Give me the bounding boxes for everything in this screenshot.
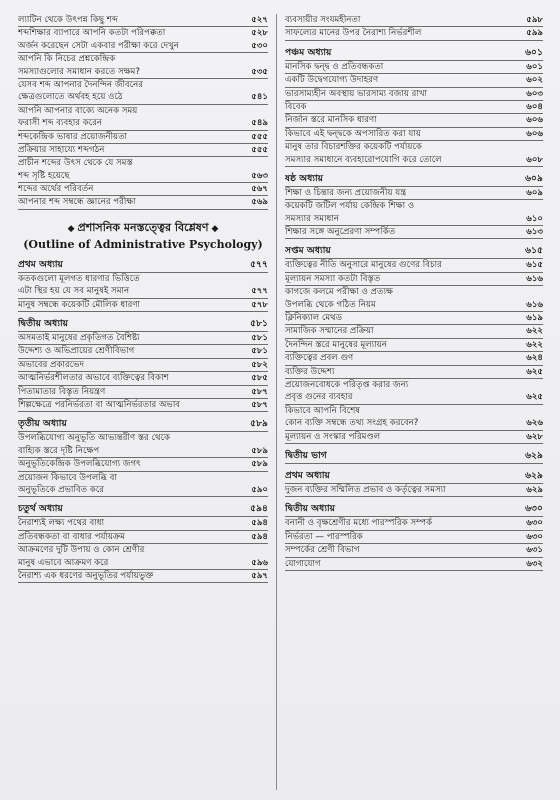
chapter-title: প্রথম অধ্যায় [18,258,63,270]
toc-entry [285,484,543,497]
page-number: ৫৯৭ [251,570,268,581]
entry-title: বাহ্যিক স্তরে দৃষ্টি নিক্ষেপ [18,445,100,456]
toc-entry [285,213,543,226]
page-number: ৫৫৫ [251,131,268,142]
toc-entry [18,40,268,53]
toc-entry [285,114,543,127]
entry-title: আপনি আপনার বাক্যে অনেক সময় [18,105,138,116]
page-number: ৬৩০ [525,503,543,515]
entry-title: ক্ষেত্রগুলোতে অর্থবহ হয়ে ওঠে [18,92,123,103]
toc-entry [285,325,543,338]
entry-title: অর্জন করেছেন সেটা একবার পরীক্ষা করে দেখুন [18,40,179,51]
entry-title: সামাজিক সম্মানের প্রক্রিয়া [285,326,374,337]
entry-title: উদ্দেশ্য ও অভিপ্রায়ের শ্রেণীবিভাগ [18,346,135,357]
toc-entry [18,432,268,444]
section-title [18,220,268,237]
toc-entry [18,273,268,285]
page-number: ৫৮২ [251,359,268,370]
page-number: ৬২২ [526,326,543,337]
toc-entry [18,544,268,556]
page-number: ৫৮৭ [251,399,268,410]
toc-entry [285,544,543,557]
page-number: ৬২৯ [526,484,543,495]
toc-entry [285,352,543,365]
entry-title: কোন ব্যক্তি সম্বন্ধে তথ্য সংগ্রহ করবেন? [285,418,419,429]
toc-entry [18,27,268,39]
page-number: ৬১৫ [525,245,543,257]
toc-entry [18,332,268,345]
toc-entry [285,27,543,40]
page-number: ৬২৪ [526,353,543,364]
page-number: ৫৯০ [251,484,268,495]
toc-entry [285,417,543,430]
page-number: ৬২৫ [526,392,543,403]
toc-entry [285,88,543,101]
entry-title: শিক্ষার সঙ্গে অনুপ্রেরণা সম্পর্কিত [285,227,396,238]
toc-entry [285,226,543,239]
chapter-heading [285,468,543,484]
entry-title: আপনি কি নিচের প্রশ্নকেন্দ্রিক [18,54,116,65]
entry-title: উপলব্ধি থেকে গঠিত নিয়ম [285,299,376,310]
entry-title: কিভাবে এই দ্বন্দ্বকে অপসারিত করা যায় [285,128,421,139]
page-number: ৫৬৭ [251,184,268,195]
page-number: ৬৩১ [526,545,543,556]
diamond-icon: ◆ [211,223,219,234]
page-number: ৬১৬ [526,273,543,284]
entry-title: মানুষ এভাবে আক্রমণ করে [18,557,109,568]
toc-entry [18,53,268,65]
page-number: ৬২৮ [526,431,543,442]
toc-entry [285,531,543,544]
toc-entry [285,339,543,352]
entry-title: বিবেক [285,101,307,112]
page-number: ৬১৯ [526,313,543,324]
toc-entry [18,299,268,312]
entry-title: প্রতিবন্ধকতা বা বাধার পর্যায়ক্রম [18,531,125,542]
right-top-entries [285,14,543,41]
page-number: ৬২৯ [525,449,543,461]
page-number: ৫৩০ [251,40,268,51]
entry-title: সমস্যার সমাধানে ব্যবহারোপযোগি করে তোলে [285,154,442,165]
entry-title: নির্জান স্তরে মানসিক ধারণা [285,115,377,126]
entry-title: ফরাসী শব্দ ব্যবহার করেন [18,118,103,129]
page-number: ৬০২ [526,75,543,86]
page-number: ৬০১ [526,61,543,72]
page-number: ৫৫৫ [251,144,268,155]
entry-title: ভারসাম্যহীন অবস্থায় ভারসাম্য বজায় রাখা [285,88,427,99]
chapter-title: প্রথম অধ্যায় [285,469,330,481]
toc-entry [18,484,268,497]
entry-title: শব্দশিক্ষার ব্যাপারে আপনি কতটা পরিপক্কতা [18,28,166,39]
toc-entry [285,391,543,404]
chapter-title: দ্বিতীয় অধ্যায় [18,318,69,330]
page-number: ৫৮৯ [250,418,268,430]
entry-title: প্রবৃত্ত গুনের ব্যবহার [285,392,353,403]
entry-title: শব্দের অর্থের পরিবর্তন [18,184,94,195]
toc-entry [18,386,268,399]
toc-entry [18,144,268,157]
chapter-title: সপ্তম অধ্যায় [285,245,331,257]
page-number: ৬০৮ [526,154,543,165]
toc-entry [285,14,543,27]
entry-title: প্রাচীন শব্দের উৎস থেকে যে সমস্ত [18,158,133,169]
toc-entry [285,61,543,74]
page-number: ৫৯৮ [526,15,543,25]
entry-title: কাগজে কলমে পরীক্ষা ও প্রত্যক্ষ [285,287,393,298]
entry-title: মানুষ সম্বন্ধে কয়েকটি মৌলিক ধারণা [18,299,141,310]
entry-title: অসমতাই মানুষের প্রকৃতিগত বৈশিষ্ট্য [18,333,140,344]
chapter-heading [285,171,543,187]
toc-entry [285,558,543,571]
page-number: ৫৬৯ [251,197,268,208]
section-title-text: প্রশাসনিক মনস্তত্ত্বের বিশ্লেষণ [77,220,209,234]
toc-entry [18,66,268,79]
toc-entry [285,259,543,272]
chapter-heading [285,243,543,259]
page-number: ৬১৩ [526,227,543,238]
entry-title: ব্যক্তিত্বের প্রবল গুণ [285,353,354,364]
entry-title: প্রয়োজনবোধকে পরিতৃপ্ত করার জন্য [285,379,409,390]
chapter-heading [18,501,268,517]
entry-title: মূল্যায়ন সমস্যা কতটা বিস্তৃত [285,273,381,284]
chapter-title: পঞ্চম অধ্যায় [285,46,332,58]
page-number: ৫৭৭ [250,258,268,270]
page-number: ৬১০ [526,213,543,224]
page-number: ৬০১ [525,46,543,58]
toc-entry [18,183,268,196]
page-number: ৫৪৯ [251,118,268,129]
entry-title: দুজন ব্যক্তির সম্মিলিত প্রভাব ও কর্তৃত্বের সমস্যা [285,484,446,495]
page-number: ৫৬৩ [251,170,268,181]
page-number: ৬০৪ [526,101,543,112]
toc-entry [285,141,543,153]
toc-entry [285,431,543,444]
toc-entry [285,74,543,87]
page-number: ৬২৬ [526,418,543,429]
entry-title: আপনার শব্দ সম্বন্ধে জ্ঞানের পরীক্ষা [18,197,136,208]
left-column [18,14,268,794]
page-number: ৬০৩ [526,88,543,99]
entry-title: মূল্যায়ন ও সংস্কার পরিমণ্ডল [285,431,381,442]
toc-entry [18,345,268,358]
entry-title: উপলব্ধিযোগ্য অনুভূতি আভ্যন্তরীণ স্তর থেকে [18,433,171,444]
entry-title: বনানী ও বৃক্ষশ্রেণীর মধ্যে পারস্পরিক সম্পর্ক [285,518,433,529]
entry-title: যোগাযোগ [285,558,321,569]
toc-entry [285,128,543,141]
entry-title: দৈনন্দিন স্তরে মানুষের মূল্যায়ন [285,339,387,350]
page-number: ৫৮৫ [251,373,268,384]
left-chapters [18,257,268,583]
page-number: ৬১৬ [526,299,543,310]
entry-title: শব্দ সৃষ্টি হয়েছে [18,170,70,181]
toc-entry [18,531,268,544]
entry-title: প্রক্রিয়ার সাহায্যে শব্দগঠন [18,144,105,155]
entry-title: কয়েকটি জটিল পর্যায় কেন্দ্রিক শিক্ষা ও [285,201,415,212]
entry-title: নৈরাশ্য এক ধরণের অনুভূতির পর্যায়ভুক্ত [18,570,154,581]
entry-title: সমস্যাগুলোর সমাধান করতে সক্ষম? [18,66,140,77]
page-number: ৫৮১ [251,346,268,357]
page-number: ৫২৮ [251,28,268,39]
entry-title: শিল্পক্ষেত্রে পরনির্ভরতা বা আত্মনির্ভরতার অভাব [18,399,181,410]
entry-title: সম্পর্কের শ্রেণী বিভাগ [285,545,360,556]
chapter-title: দ্বিতীয় অধ্যায় [285,503,336,515]
right-column [285,14,543,794]
entry-title: অনুভূতিকেন্দ্রিক উপলব্ধিযোগ্য জগৎ [18,459,141,470]
chapter-heading [18,316,268,332]
chapter-title: চতুর্থ অধ্যায় [18,503,63,515]
toc-entry [18,196,268,209]
page-number: ৫৯৯ [526,28,543,39]
toc-entry [18,517,268,530]
page-number: ৬১৫ [526,260,543,271]
page-number: ৬২২ [526,339,543,350]
page-number: ৫৮৯ [251,459,268,470]
page-number: ৫৭৮ [251,299,268,310]
chapter-heading [285,45,543,61]
toc-entry [18,117,268,130]
toc-entry [18,285,268,298]
entry-title: মানুষ তার বিচারশক্তির কয়েকটি পর্যায়কে [285,142,422,153]
toc-entry [18,157,268,169]
toc-entry [18,445,268,458]
diamond-icon: ◆ [67,223,75,234]
page-number: ৬৩০ [526,531,543,542]
toc-entry [285,200,543,212]
toc-entry [285,101,543,114]
toc-entry [285,286,543,298]
entry-title: সাফল্যের মানের উপর নৈরাশ্য নির্ভরশীল [285,28,422,39]
page-number: ৬৩২ [526,558,543,569]
entry-title: অভাবের প্রকারভেদ [18,359,85,370]
toc-entry [18,472,268,484]
entry-title: ক্লিনিক্যাল মেথড [285,313,343,324]
entry-title: নির্ভরতা — পারস্পরিক [285,531,363,542]
toc-entry [285,366,543,379]
toc-entry [18,399,268,412]
toc-entry [285,379,543,391]
page-number: ৫৯৪ [250,503,268,515]
entry-title: যেসব শব্দ আপনার দৈনন্দিন জীবনের [18,79,143,90]
entry-title: নৈরাশ্যই লক্ষ্য পথের বাধা [18,518,105,529]
entry-title: এটা স্থির হয় যে সব মানুষই সমান [18,286,130,297]
entry-title: পিতামাতার বিস্তৃত নিয়ন্ত্রণ [18,386,106,397]
entry-title: কতকগুলো মূলগত ধারণার ভিত্তিতে [18,273,140,284]
toc-entry [18,458,268,471]
toc-entry [285,154,543,167]
page-number: ৬০৯ [525,172,543,184]
entry-title: শিক্ষা ও চিন্তার জন্য প্রয়োজনীয় যন্ত্র [285,187,407,198]
entry-title: কিভাবে আপনি বিশেষ [285,405,361,416]
entry-title: মানসিক দ্বন্দ্ব ও প্রতিবন্ধকতা [285,61,384,72]
toc-entry [285,299,543,312]
toc-entry [285,273,543,286]
toc-entry [18,372,268,385]
entry-title: প্রয়োজন কিভাবে উপলব্ধি বা [18,472,117,483]
page-number: ৬৩০ [526,518,543,529]
entry-title: শব্দকেন্দ্রিক ভাষার প্রয়োজনীয়তা [18,131,128,142]
toc-entry [18,131,268,144]
left-top-entries [18,14,268,210]
chapter-title: তৃতীয় অধ্যায় [18,418,67,430]
entry-title: ব্যক্তির উদ্দেশ্য [285,366,335,377]
page-number: ৬০৬ [526,128,543,139]
page-number: ৫৮৯ [251,445,268,456]
entry-title: ব্যবসায়ীর সংযমহীনতা [285,15,361,25]
page-number: ৬০৬ [526,115,543,126]
entry-title: অনুভূতিকে প্রভাবিত করে [18,484,105,495]
section-subtitle: (Outline of Administrative Psychology) [23,237,263,251]
toc-entry [285,187,543,200]
right-chapters [285,45,543,571]
entry-title: ল্যাটিন থেকে উৎপন্ন কিছু শব্দ [18,15,118,25]
page-number: ৫৯৪ [251,531,268,542]
chapter-heading [285,501,543,517]
page-number: ৫৮১ [251,333,268,344]
toc-entry [285,312,543,325]
entry-title: একটি উদ্বেগযোগ্য উদাহরণ [285,75,379,86]
entry-title: আক্রমণের দুটি উপায় ও কোন শ্রেণীর [18,545,145,556]
entry-title: আত্মনির্ভরশীলতার অভাবে ব্যক্তিত্বের বিকাশ [18,373,169,384]
page-number: ৫৭৭ [251,286,268,297]
page-number: ৫৯৪ [251,518,268,529]
toc-entry [18,79,268,91]
page-number: ৬০৯ [526,187,543,198]
entry-title: ব্যক্তিত্বের নীতি অনুসারে মানুষের গুণের বিচার [285,260,442,271]
entry-title: সমস্যার সমাধান [285,213,339,224]
page-number: ৫৯৬ [251,557,268,568]
toc-entry [18,105,268,117]
toc-entry [285,517,543,530]
chapter-heading [18,416,268,432]
chapter-title: ষষ্ঠ অধ্যায় [285,172,324,184]
toc-entry [18,170,268,183]
page-number: ৫২৭ [251,15,268,25]
toc-entry [18,570,268,583]
page-number: ৬২৫ [526,366,543,377]
page-number: ৫৪১ [251,92,268,103]
chapter-heading [285,448,543,464]
toc-entry [18,557,268,570]
column-divider [276,14,277,790]
page-number: ৫৮১ [250,318,268,330]
page-number: ৬২৯ [525,469,543,481]
toc-entry [285,405,543,417]
toc-entry [18,91,268,104]
chapter-heading [18,257,268,273]
toc-entry [18,14,268,27]
chapter-title: দ্বিতীয় ভাগ [285,449,327,461]
toc-entry [18,359,268,372]
page-number: ৫৩৫ [251,66,268,77]
page-number: ৫৮৭ [251,386,268,397]
